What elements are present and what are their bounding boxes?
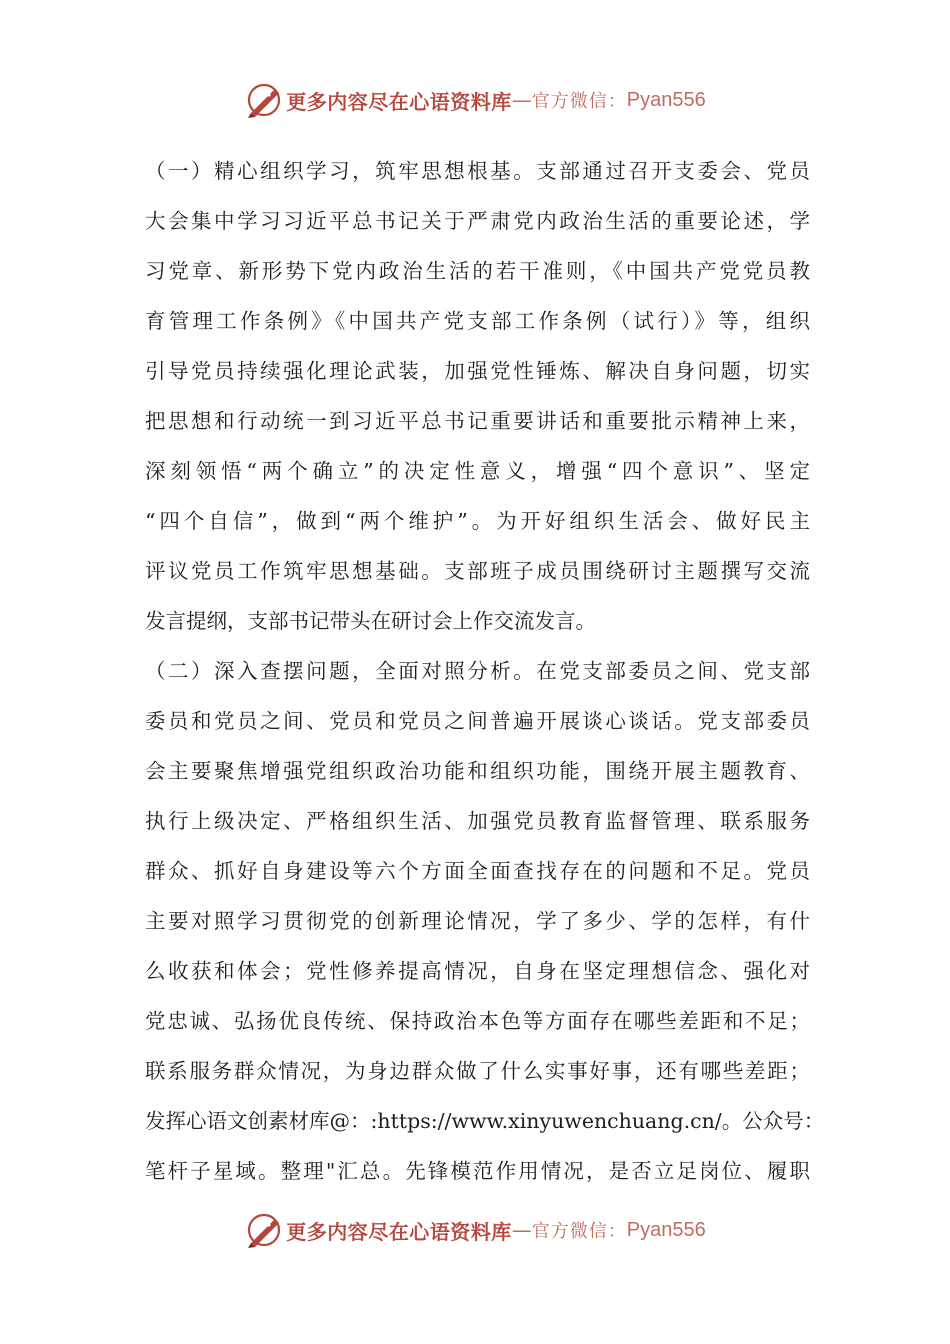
- pen-logo-icon: [244, 80, 284, 120]
- footer-banner: [0, 1208, 950, 1252]
- text-line: 党忠诚、弘扬优良传统、保持政治本色等方面存在哪些差距和不足；: [145, 1009, 810, 1033]
- text-line: 习党章、新形势下党内政治生活的若干准则，《中国共产党党员教: [145, 259, 810, 283]
- text-line: 么收获和体会；党性修养提高情况，自身在坚定理想信念、强化对: [145, 959, 810, 983]
- text-line: 引导党员持续强化理论武装，加强党性锤炼、解决自身问题，切实: [145, 359, 810, 383]
- text-line: 笔杆子星域。整理"汇总。先锋模范作用情况，是否立足岗位、履职: [145, 1159, 810, 1183]
- text-line: （一）精心组织学习，筑牢思想根基。支部通过召开支委会、党员: [145, 159, 810, 183]
- footer-wechat-label: 官方微信：: [531, 1221, 627, 1242]
- text-line: 群众、抓好自身建设等六个方面全面查找存在的问题和不足。党员: [145, 859, 810, 883]
- text-line: 大会集中学习习近平总书记关于严肃党内政治生活的重要论述，学: [145, 209, 810, 233]
- header-wechat-id: Pyan556: [626, 88, 706, 111]
- header-banner: [0, 78, 950, 122]
- text-line: 委员和党员之间、党员和党员之间普遍开展谈心谈话。党支部委员: [145, 709, 810, 733]
- footer-wechat-id: Pyan556: [626, 1218, 706, 1241]
- footer-separator: —: [511, 1218, 532, 1242]
- text-line: 深刻领悟“两个确立”的决定性意义，增强“四个意识”、坚定: [145, 459, 810, 483]
- text-line: 会主要聚焦增强党组织政治功能和组织功能，围绕开展主题教育、: [145, 759, 810, 783]
- header-separator: —: [511, 88, 532, 112]
- text-line: 发言提纲，支部书记带头在研讨会上作交流发言。: [145, 609, 596, 633]
- text-line: （二）深入查摆问题，全面对照分析。在党支部委员之间、党支部: [145, 659, 810, 683]
- header-wechat-label: 官方微信：: [531, 91, 627, 112]
- text-line: 执行上级决定、严格组织生活、加强党员教育监督管理、联系服务: [145, 809, 810, 833]
- text-line: 发挥心语文创素材库@：:https://www.xinyuwenchuang.cn/。公众号：: [145, 1109, 825, 1133]
- text-line: 联系服务群众情况，为身边群众做了什么实事好事，还有哪些差距；: [145, 1059, 810, 1083]
- text-line: 把思想和行动统一到习近平总书记重要讲话和重要批示精神上来，: [145, 409, 810, 433]
- text-line: 育管理工作条例》《中国共产党支部工作条例（试行）》等，组织: [145, 309, 810, 333]
- text-line: “四个自信”，做到“两个维护”。为开好组织生活会、做好民主: [145, 509, 810, 533]
- header-brand: 更多内容尽在心语资料库: [286, 89, 512, 114]
- pen-logo-icon: [244, 1210, 284, 1250]
- footer-brand: 更多内容尽在心语资料库: [286, 1219, 512, 1244]
- text-line: 评议党员工作筑牢思想基础。支部班子成员围绕研讨主题撰写交流: [145, 559, 810, 583]
- text-line: 主要对照学习贯彻党的创新理论情况，学了多少、学的怎样，有什: [145, 909, 810, 933]
- body-text: [145, 146, 825, 1196]
